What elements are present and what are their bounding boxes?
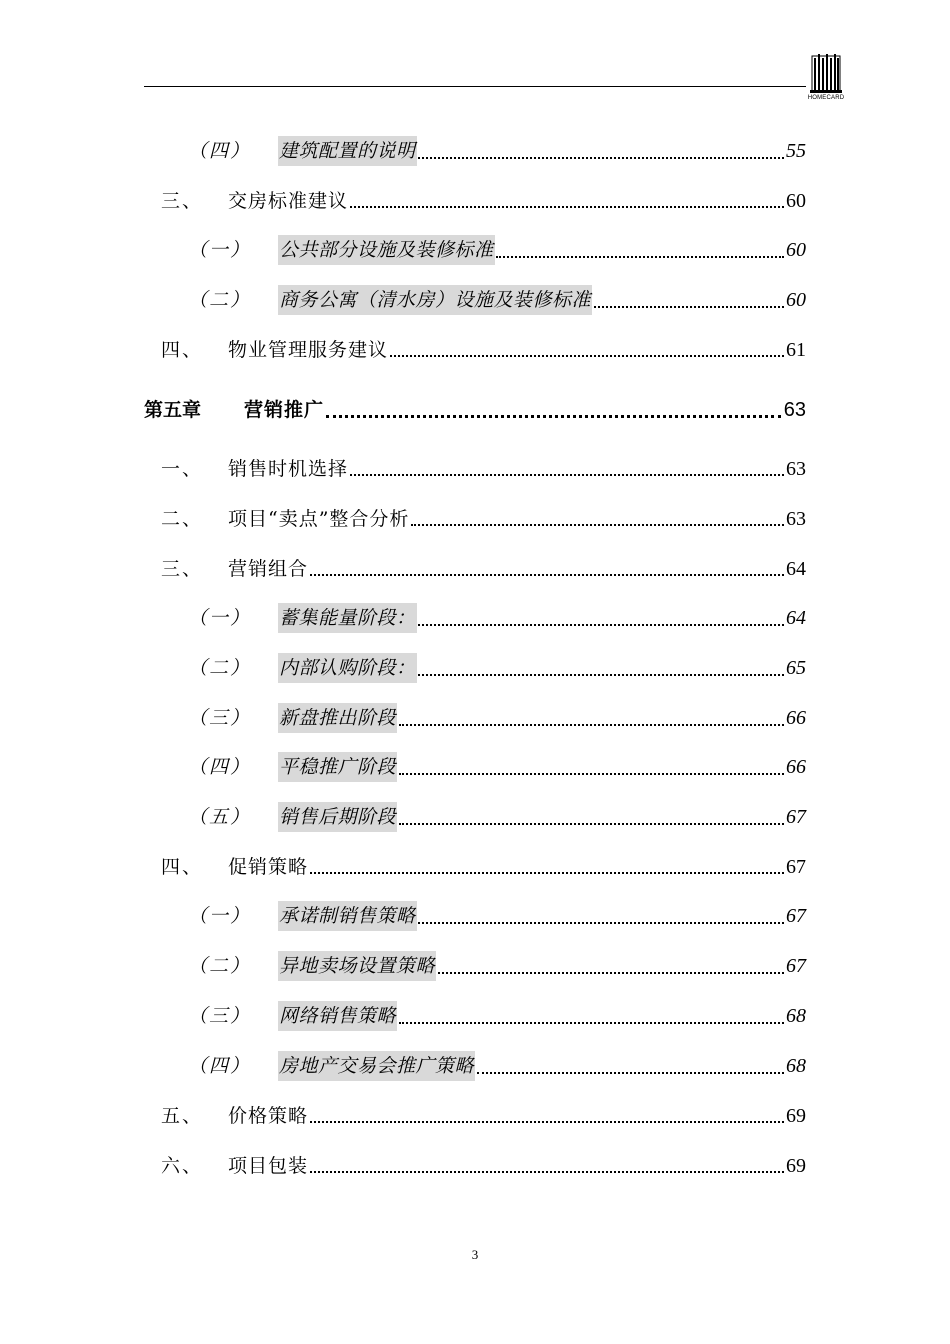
toc-entry[interactable] [0,454,950,484]
toc-entry-page: 69 [786,1105,806,1127]
toc-entry-number: 三、 [161,190,204,212]
toc-entry-page: 67 [786,856,806,878]
toc-entry-page: 60 [786,190,806,212]
toc-entry-page: 60 [786,239,806,261]
toc-entry-number: 第五章 [144,399,202,421]
toc-entry-number: （一） [188,607,252,629]
toc-leader-dots [418,136,784,166]
toc-entry[interactable] [0,1151,950,1181]
toc-entry-title[interactable]: 营销组合 [228,558,309,580]
toc-leader-dots [399,1001,784,1031]
toc-leader-dots [438,951,784,981]
toc-entry[interactable] [0,603,950,633]
homecard-logo [806,52,846,104]
toc-entry-number: （三） [188,1005,252,1027]
toc-entry-title[interactable]: 营销推广 [244,399,325,421]
toc-entry[interactable] [0,951,950,981]
toc-entry-page: 66 [786,707,806,729]
toc-entry-title[interactable]: 建筑配置的说明 [278,136,417,166]
toc-entry-number: 四、 [161,856,204,878]
toc-leader-dots [418,603,784,633]
header-rule [144,86,806,87]
toc-entry-title[interactable]: 房地产交易会推广策略 [278,1051,475,1081]
toc-entry-title[interactable]: 异地卖场设置策略 [278,951,436,981]
toc-leader-dots [477,1051,784,1081]
toc-leader-dots [418,653,784,683]
toc-entry-title[interactable]: 交房标准建议 [228,190,349,212]
toc-entry-number: （一） [188,905,252,927]
toc-entry-title[interactable]: 内部认购阶段： [278,653,417,683]
toc-entry-title[interactable]: 承诺制销售策略 [278,901,417,931]
toc-entry-page: 63 [786,508,806,530]
toc-entry-number: （四） [188,1055,252,1077]
toc-entry[interactable] [0,554,950,584]
toc-entry-page: 67 [786,955,806,977]
toc-entry-number: 二、 [161,508,204,530]
toc-entry-title[interactable]: 促销策略 [228,856,309,878]
toc-entry-number: 六、 [161,1155,204,1177]
toc-entry-number: （二） [188,289,252,311]
toc-leader-dots [350,454,784,484]
toc-entry-number: 一、 [161,458,204,480]
toc-entry-title[interactable]: 项目包装 [228,1155,309,1177]
toc-entry-page: 63 [783,399,806,421]
toc-leader-dots [350,186,784,216]
toc-entry-page: 64 [786,558,806,580]
toc-entry-title[interactable]: 平稳推广阶段 [278,752,397,782]
toc-entry-number: （五） [188,806,252,828]
toc-leader-dots [399,802,784,832]
toc-leader-dots [390,335,784,365]
toc-leader-dots [326,395,781,425]
toc-entry-title[interactable]: 公共部分设施及装修标准 [278,235,495,265]
toc-entry[interactable] [0,1001,950,1031]
toc-entry-page: 68 [786,1055,806,1077]
page-number: 3 [471,1247,479,1262]
toc-entry[interactable] [0,852,950,882]
toc-entry-number: （四） [188,140,252,162]
toc-entry[interactable] [0,395,950,425]
toc-entry-number: 四、 [161,339,204,361]
toc-entry[interactable] [0,703,950,733]
toc-entry[interactable] [0,136,950,166]
toc-entry-number: 三、 [161,558,204,580]
toc-entry-title[interactable]: 商务公寓（清水房）设施及装修标准 [278,285,592,315]
toc-entry-number: （四） [188,756,252,778]
toc-leader-dots [310,852,784,882]
toc-leader-dots [399,752,784,782]
toc-entry[interactable] [0,1101,950,1131]
building-logo-icon [806,52,846,94]
toc-entry-page: 68 [786,1005,806,1027]
toc-leader-dots [496,235,784,265]
toc-entry-title[interactable]: 价格策略 [228,1105,309,1127]
toc-entry[interactable] [0,504,950,534]
toc-entry-page: 69 [786,1155,806,1177]
toc-entry-title[interactable]: 网络销售策略 [278,1001,397,1031]
toc-entry-title[interactable]: 项目“卖点”整合分析 [228,508,410,530]
toc-entry-page: 64 [786,607,806,629]
toc-entry-number: 五、 [161,1105,204,1127]
toc-entry-page: 61 [786,339,806,361]
toc-entry-title[interactable]: 新盘推出阶段 [278,703,397,733]
toc-entry[interactable] [0,186,950,216]
toc-entry-title[interactable]: 物业管理服务建议 [228,339,389,361]
toc-entry[interactable] [0,335,950,365]
toc-leader-dots [310,1101,784,1131]
toc-entry-number: （二） [188,955,252,977]
toc-entry-page: 65 [786,657,806,679]
toc-entry[interactable] [0,752,950,782]
toc-entry[interactable] [0,285,950,315]
toc-entry-page: 67 [786,905,806,927]
toc-entry-number: （一） [188,239,252,261]
toc-entry-title[interactable]: 销售后期阶段 [278,802,397,832]
toc-entry-number: （三） [188,707,252,729]
toc-leader-dots [594,285,784,315]
toc-entry-number: （二） [188,657,252,679]
toc-leader-dots [411,504,784,534]
toc-leader-dots [399,703,784,733]
toc-entry-page: 60 [786,289,806,311]
toc-entry-page: 55 [786,140,806,162]
toc-entry[interactable] [0,235,950,265]
toc-leader-dots [310,1151,784,1181]
toc-leader-dots [418,901,784,931]
logo-text: HOMECARD [807,95,845,101]
toc-entry[interactable] [0,1051,950,1081]
toc-entry[interactable] [0,901,950,931]
toc-leader-dots [310,554,784,584]
toc-entry-page: 66 [786,756,806,778]
toc-entry-title[interactable]: 销售时机选择 [228,458,349,480]
toc-entry-title[interactable]: 蓄集能量阶段： [278,603,417,633]
toc-entry[interactable] [0,653,950,683]
toc-entry[interactable] [0,802,950,832]
toc-entry-page: 63 [786,458,806,480]
toc-entry-page: 67 [786,806,806,828]
